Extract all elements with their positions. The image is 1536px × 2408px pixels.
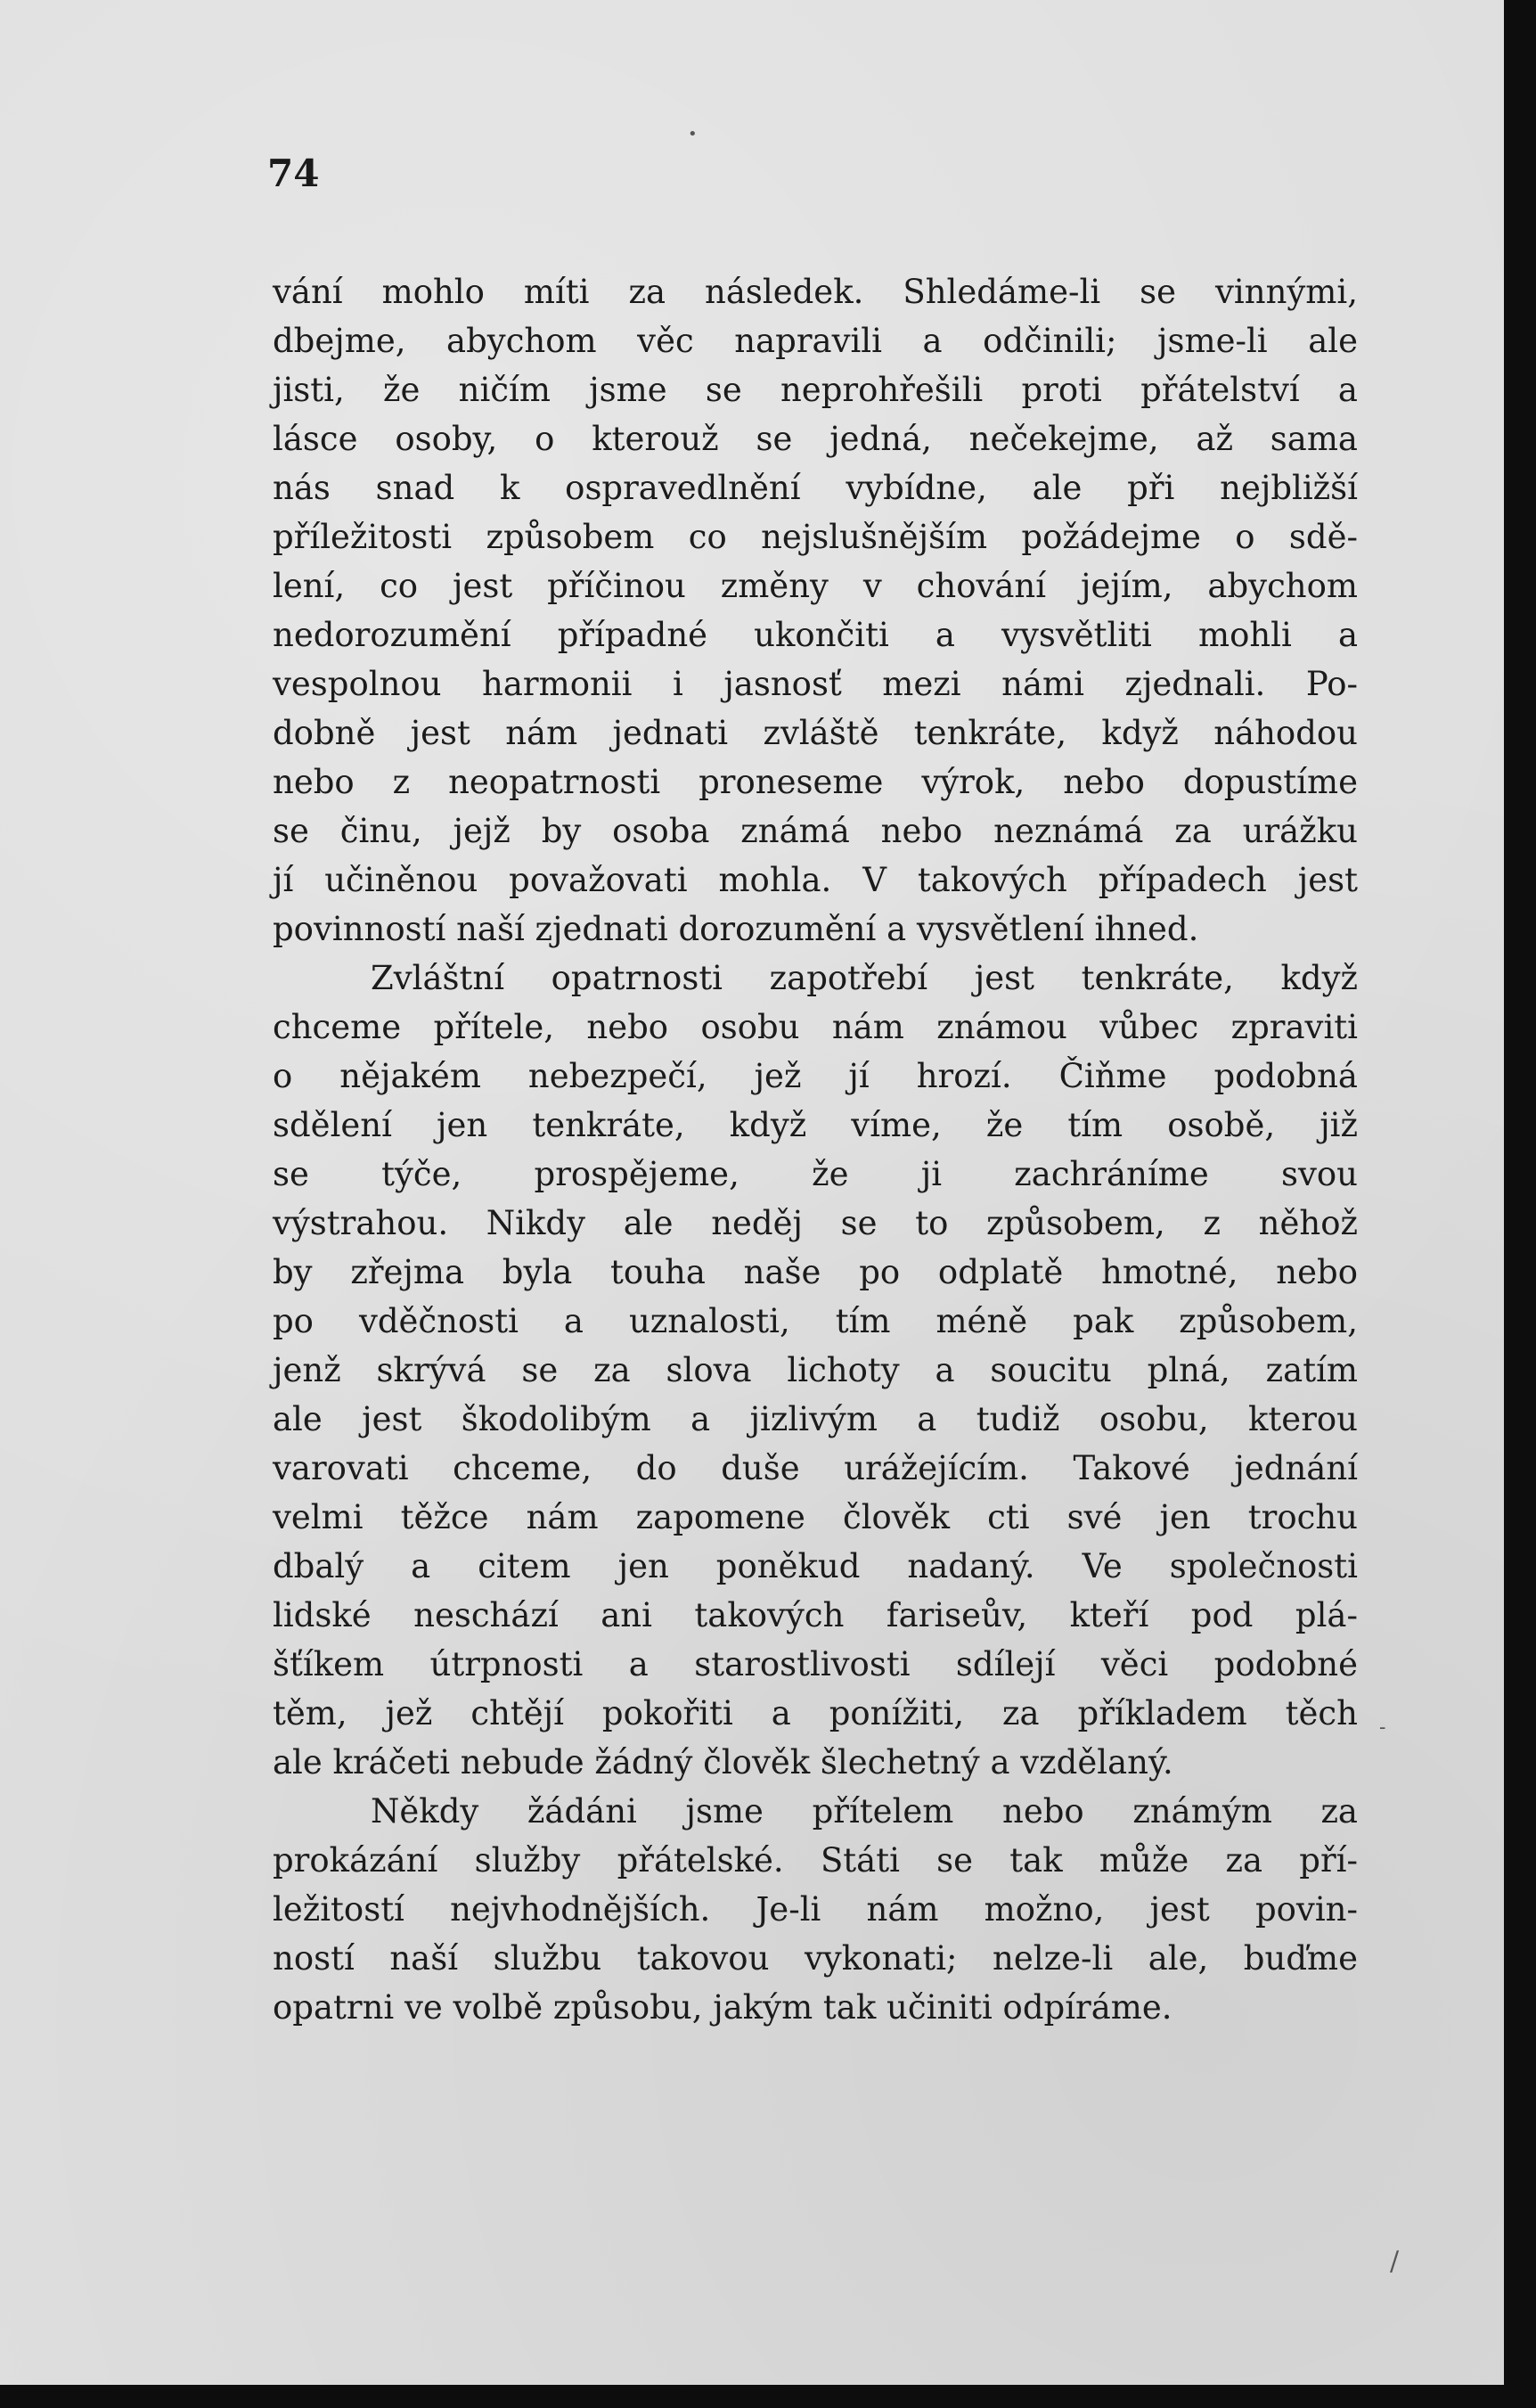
text-line: lidské neschází ani takových fariseův, kteří pod plá-: [273, 1596, 1358, 1634]
body-text: [273, 267, 1358, 2032]
page-number: 74: [267, 152, 320, 195]
paragraph: [273, 267, 1358, 954]
text-line: jisti, že ničím jsme se neprohřešili proti přátelství a: [273, 371, 1358, 409]
text-line: lásce osoby, o kterouž se jedná, nečekejme, až sama: [273, 420, 1358, 458]
text-line: dobně jest nám jednati zvláště tenkráte, když náhodou: [273, 714, 1358, 752]
text-line: výstrahou. Nikdy ale neděj se to způsobem, z něhož: [273, 1204, 1358, 1242]
text-line: jí učiněnou považovati mohla. V takových případech jest: [273, 861, 1358, 899]
paragraph: [273, 954, 1358, 1787]
text-line: ležitostí nejvhodnějších. Je-li nám možno, jest povin-: [273, 1890, 1358, 1929]
text-line: nás snad k ospravedlnění vybídne, ale při nejbližší: [273, 469, 1358, 507]
text-line: lení, co jest příčinou změny v chování jejím, abychom: [273, 567, 1358, 605]
text-line: o nějakém nebezpečí, jež jí hrozí. Čiňme podobná: [273, 1057, 1358, 1095]
ink-speck: /: [1390, 2246, 1400, 2277]
text-line: příležitosti způsobem co nejslušnějším požádejme o sdě-: [273, 518, 1358, 556]
ink-speck: •: [688, 125, 698, 143]
text-line: varovati chceme, do duše urážejícím. Takové jednání: [273, 1449, 1358, 1487]
text-line: ností naší službu takovou vykonati; nelze-li ale, buďme: [273, 1939, 1358, 1978]
text-line: se týče, prospějeme, že ji zachráníme svou: [273, 1155, 1358, 1193]
ink-speck: -: [1379, 1716, 1386, 1739]
text-line: Někdy žádáni jsme přítelem nebo známým za: [371, 1792, 1358, 1831]
text-line: by zřejma byla touha naše po odplatě hmotné, nebo: [273, 1253, 1358, 1291]
text-line: opatrni ve volbě způsobu, jakým tak učiniti odpíráme.: [273, 1988, 1172, 2027]
text-line: velmi těžce nám zapomene člověk cti své jen trochu: [273, 1498, 1358, 1536]
paragraph: [273, 1787, 1358, 2032]
text-line: prokázání služby přátelské. Státi se tak může za pří-: [273, 1841, 1358, 1880]
text-line: šťíkem útrpnosti a starostlivosti sdílejí věci podobné: [273, 1645, 1358, 1683]
text-line: nedorozumění případné ukončiti a vysvětliti mohli a: [273, 616, 1358, 654]
text-line: vespolnou harmonii i jasnosť mezi námi zjednali. Po-: [273, 665, 1358, 703]
text-line: ale kráčeti nebude žádný člověk šlechetný a vzdělaný.: [273, 1743, 1173, 1781]
text-line: po vděčnosti a uznalosti, tím méně pak způsobem,: [273, 1302, 1358, 1340]
text-line: dbejme, abychom věc napravili a odčinili; jsme-li ale: [273, 322, 1358, 360]
text-line: se činu, jejž by osoba známá nebo neznámá za urážku: [273, 812, 1358, 850]
text-line: těm, jež chtějí pokořiti a ponížiti, za příkladem těch: [273, 1694, 1358, 1732]
text-line: povinností naší zjednati dorozumění a vysvětlení ihned.: [273, 910, 1199, 948]
text-line: chceme přítele, nebo osobu nám známou vůbec zpraviti: [273, 1008, 1358, 1046]
text-line: jenž skrývá se za slova lichoty a soucitu plná, zatím: [273, 1351, 1358, 1389]
text-line: dbalý a citem jen poněkud nadaný. Ve společnosti: [273, 1547, 1358, 1585]
text-line: Zvláštní opatrnosti zapotřebí jest tenkráte, když: [371, 959, 1358, 997]
text-line: vání mohlo míti za následek. Shledáme-li se vinnými,: [273, 273, 1358, 311]
text-line: sdělení jen tenkráte, když víme, že tím osobě, již: [273, 1106, 1358, 1144]
text-line: nebo z neopatrnosti proneseme výrok, nebo dopustíme: [273, 763, 1358, 801]
text-line: ale jest škodolibým a jizlivým a tudiž osobu, kterou: [273, 1400, 1358, 1438]
